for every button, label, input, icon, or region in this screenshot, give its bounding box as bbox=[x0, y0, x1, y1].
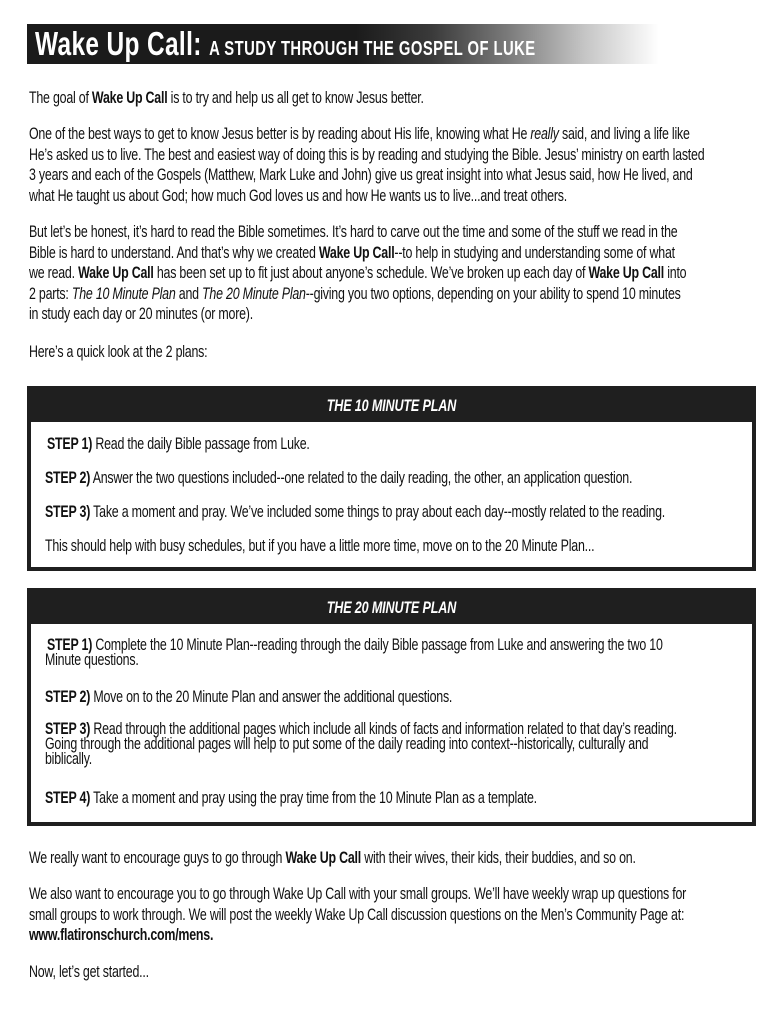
text-line: 3 years and each of the Gospels (Matthew, Mark Luke and John) give us great insight into what Jesus said, how He lived, and bbox=[29, 165, 693, 184]
text-line: Here’s a quick look at the 2 plans: bbox=[29, 342, 208, 361]
text-line: Now, let’s get started... bbox=[29, 962, 149, 981]
title-banner bbox=[27, 24, 659, 64]
step-text: Move on to the 20 Minute Plan and answer the additional questions. bbox=[90, 687, 453, 706]
mens-page-link[interactable]: www.flatironschurch.com/mens. bbox=[29, 925, 214, 944]
step-line bbox=[47, 637, 663, 652]
text-line: But let’s be honest, it’s hard to read the Bible sometimes. It’s hard to carve out the time and some of the stuff we read in the bbox=[29, 222, 678, 241]
text-run: We really want to encourage guys to go through bbox=[29, 848, 286, 867]
closing-paragraph-1 bbox=[29, 848, 770, 869]
text-line bbox=[29, 124, 704, 145]
bold-run: Wake Up Call bbox=[285, 848, 361, 867]
step-label: STEP 2) bbox=[45, 468, 91, 487]
text-line bbox=[29, 263, 686, 284]
goal-line bbox=[29, 88, 424, 109]
ten-minute-plan-heading bbox=[31, 390, 752, 422]
bold-run: Wake Up Call bbox=[318, 242, 395, 262]
text-line: small groups to work through. We will post the weekly Wake Up Call discussion questions on the Men’s Community Page at: bbox=[29, 904, 685, 924]
banner-text bbox=[35, 24, 536, 64]
paragraph-honest bbox=[29, 222, 770, 325]
text-line: what He taught us about God; how much God loves us and how He wants us to live...and treat others. bbox=[29, 185, 567, 205]
step-text: Take a moment and pray using the pray time from the 10 Minute Plan as a template. bbox=[90, 788, 537, 807]
plan10-step-2 bbox=[45, 470, 770, 485]
emphasis: The 10 Minute Plan bbox=[71, 283, 176, 303]
step-label: STEP 4) bbox=[45, 788, 91, 807]
step-label: STEP 2) bbox=[45, 687, 91, 706]
step-label: STEP 1) bbox=[47, 434, 93, 453]
banner-title: Wake Up Call: bbox=[35, 25, 202, 62]
url-line bbox=[29, 925, 686, 946]
bold-run: Wake Up Call bbox=[588, 263, 664, 282]
paragraph-plans-intro bbox=[29, 342, 273, 363]
step-line bbox=[45, 689, 452, 704]
text-run: with their wives, their kids, their buddies, and so on. bbox=[360, 848, 636, 867]
emphasis: really bbox=[530, 124, 559, 143]
plan10-note bbox=[45, 538, 770, 553]
heading-text: THE 20 MINUTE PLAN bbox=[326, 598, 457, 617]
banner-subtitle: A STUDY THROUGH THE GOSPEL OF LUKE bbox=[209, 38, 536, 60]
step-label: STEP 3) bbox=[45, 502, 91, 521]
step-label: STEP 3) bbox=[45, 719, 91, 738]
step-line bbox=[47, 436, 310, 451]
plan20-step-4 bbox=[45, 790, 719, 805]
text-line bbox=[29, 848, 636, 869]
plan20-step-1 bbox=[47, 637, 770, 667]
closing-paragraph-3 bbox=[29, 962, 193, 983]
plan10-step-1 bbox=[47, 436, 407, 451]
text-run: we read. bbox=[29, 263, 79, 282]
text-run: and bbox=[175, 283, 203, 303]
note-line: This should help with busy schedules, but if you have a little more time, move on to the 20 Minute Plan... bbox=[45, 536, 595, 555]
goal-suffix: is to try and help us all get to know Jesus better. bbox=[167, 88, 424, 107]
step-line bbox=[45, 504, 665, 519]
emphasis: The 20 Minute Plan bbox=[202, 283, 306, 303]
ten-minute-plan-box bbox=[27, 386, 756, 571]
step-label: STEP 1) bbox=[47, 635, 93, 654]
step-text: Take a moment and pray. We’ve included some things to pray about each day--mostly related to the reading. bbox=[90, 502, 666, 521]
text-run: --to help in studying and understanding some of what bbox=[394, 242, 675, 262]
plan20-step-3 bbox=[45, 721, 770, 766]
step-line: biblically. bbox=[45, 749, 93, 768]
step-line: Going through the additional pages will help to put some of the daily reading into context--historically, culturally and bbox=[45, 734, 649, 753]
text-run: into bbox=[663, 263, 687, 282]
paragraph-ways bbox=[29, 124, 770, 206]
text-run: said, and living a life like bbox=[558, 124, 690, 143]
step-line: Minute questions. bbox=[45, 650, 139, 669]
step-text: Read through the additional pages which include all kinds of facts and information related to that day’s reading. bbox=[90, 719, 677, 738]
text-line: He’s asked us to live. The best and easiest way of doing this is by reading and studying the Bible. Jesus’ ministry on earth lasted bbox=[29, 144, 705, 164]
text-line bbox=[29, 284, 686, 305]
goal-paragraph bbox=[29, 88, 570, 109]
text-run: Bible is hard to understand. And that’s why we created bbox=[29, 242, 319, 262]
closing-paragraph-2 bbox=[29, 884, 770, 946]
text-run: One of the best ways to get to know Jesus better is by reading about His life, knowing what He bbox=[29, 124, 531, 143]
heading-text: THE 10 MINUTE PLAN bbox=[326, 396, 457, 415]
text-run: --giving you two options, depending on your ability to spend 10 minutes bbox=[305, 283, 681, 303]
bold-run: Wake Up Call bbox=[78, 263, 154, 282]
text-run: has been set up to fit just about anyone’s schedule. We’ve broken up each day of bbox=[153, 263, 589, 282]
step-line bbox=[45, 470, 632, 485]
text-run: 2 parts: bbox=[29, 283, 72, 303]
twenty-minute-plan-heading bbox=[31, 592, 752, 624]
goal-prefix: The goal of bbox=[29, 88, 92, 107]
goal-bold: Wake Up Call bbox=[91, 88, 168, 107]
plan10-step-3 bbox=[45, 504, 770, 519]
step-text: Complete the 10 Minute Plan--reading through the daily Bible passage from Luke and answering the two 10 bbox=[92, 635, 663, 654]
step-line bbox=[45, 790, 537, 805]
text-line: in study each day or 20 minutes (or more). bbox=[29, 304, 253, 323]
step-text: Answer the two questions included--one related to the daily reading, the other, an application question. bbox=[90, 468, 633, 487]
text-line bbox=[29, 243, 686, 264]
twenty-minute-plan-box bbox=[27, 588, 756, 826]
step-text: Read the daily Bible passage from Luke. bbox=[92, 434, 310, 453]
text-line: We also want to encourage you to go through Wake Up Call with your small groups. We’ll have weekly wrap up questions for bbox=[29, 884, 687, 903]
plan20-step-2 bbox=[45, 689, 603, 704]
